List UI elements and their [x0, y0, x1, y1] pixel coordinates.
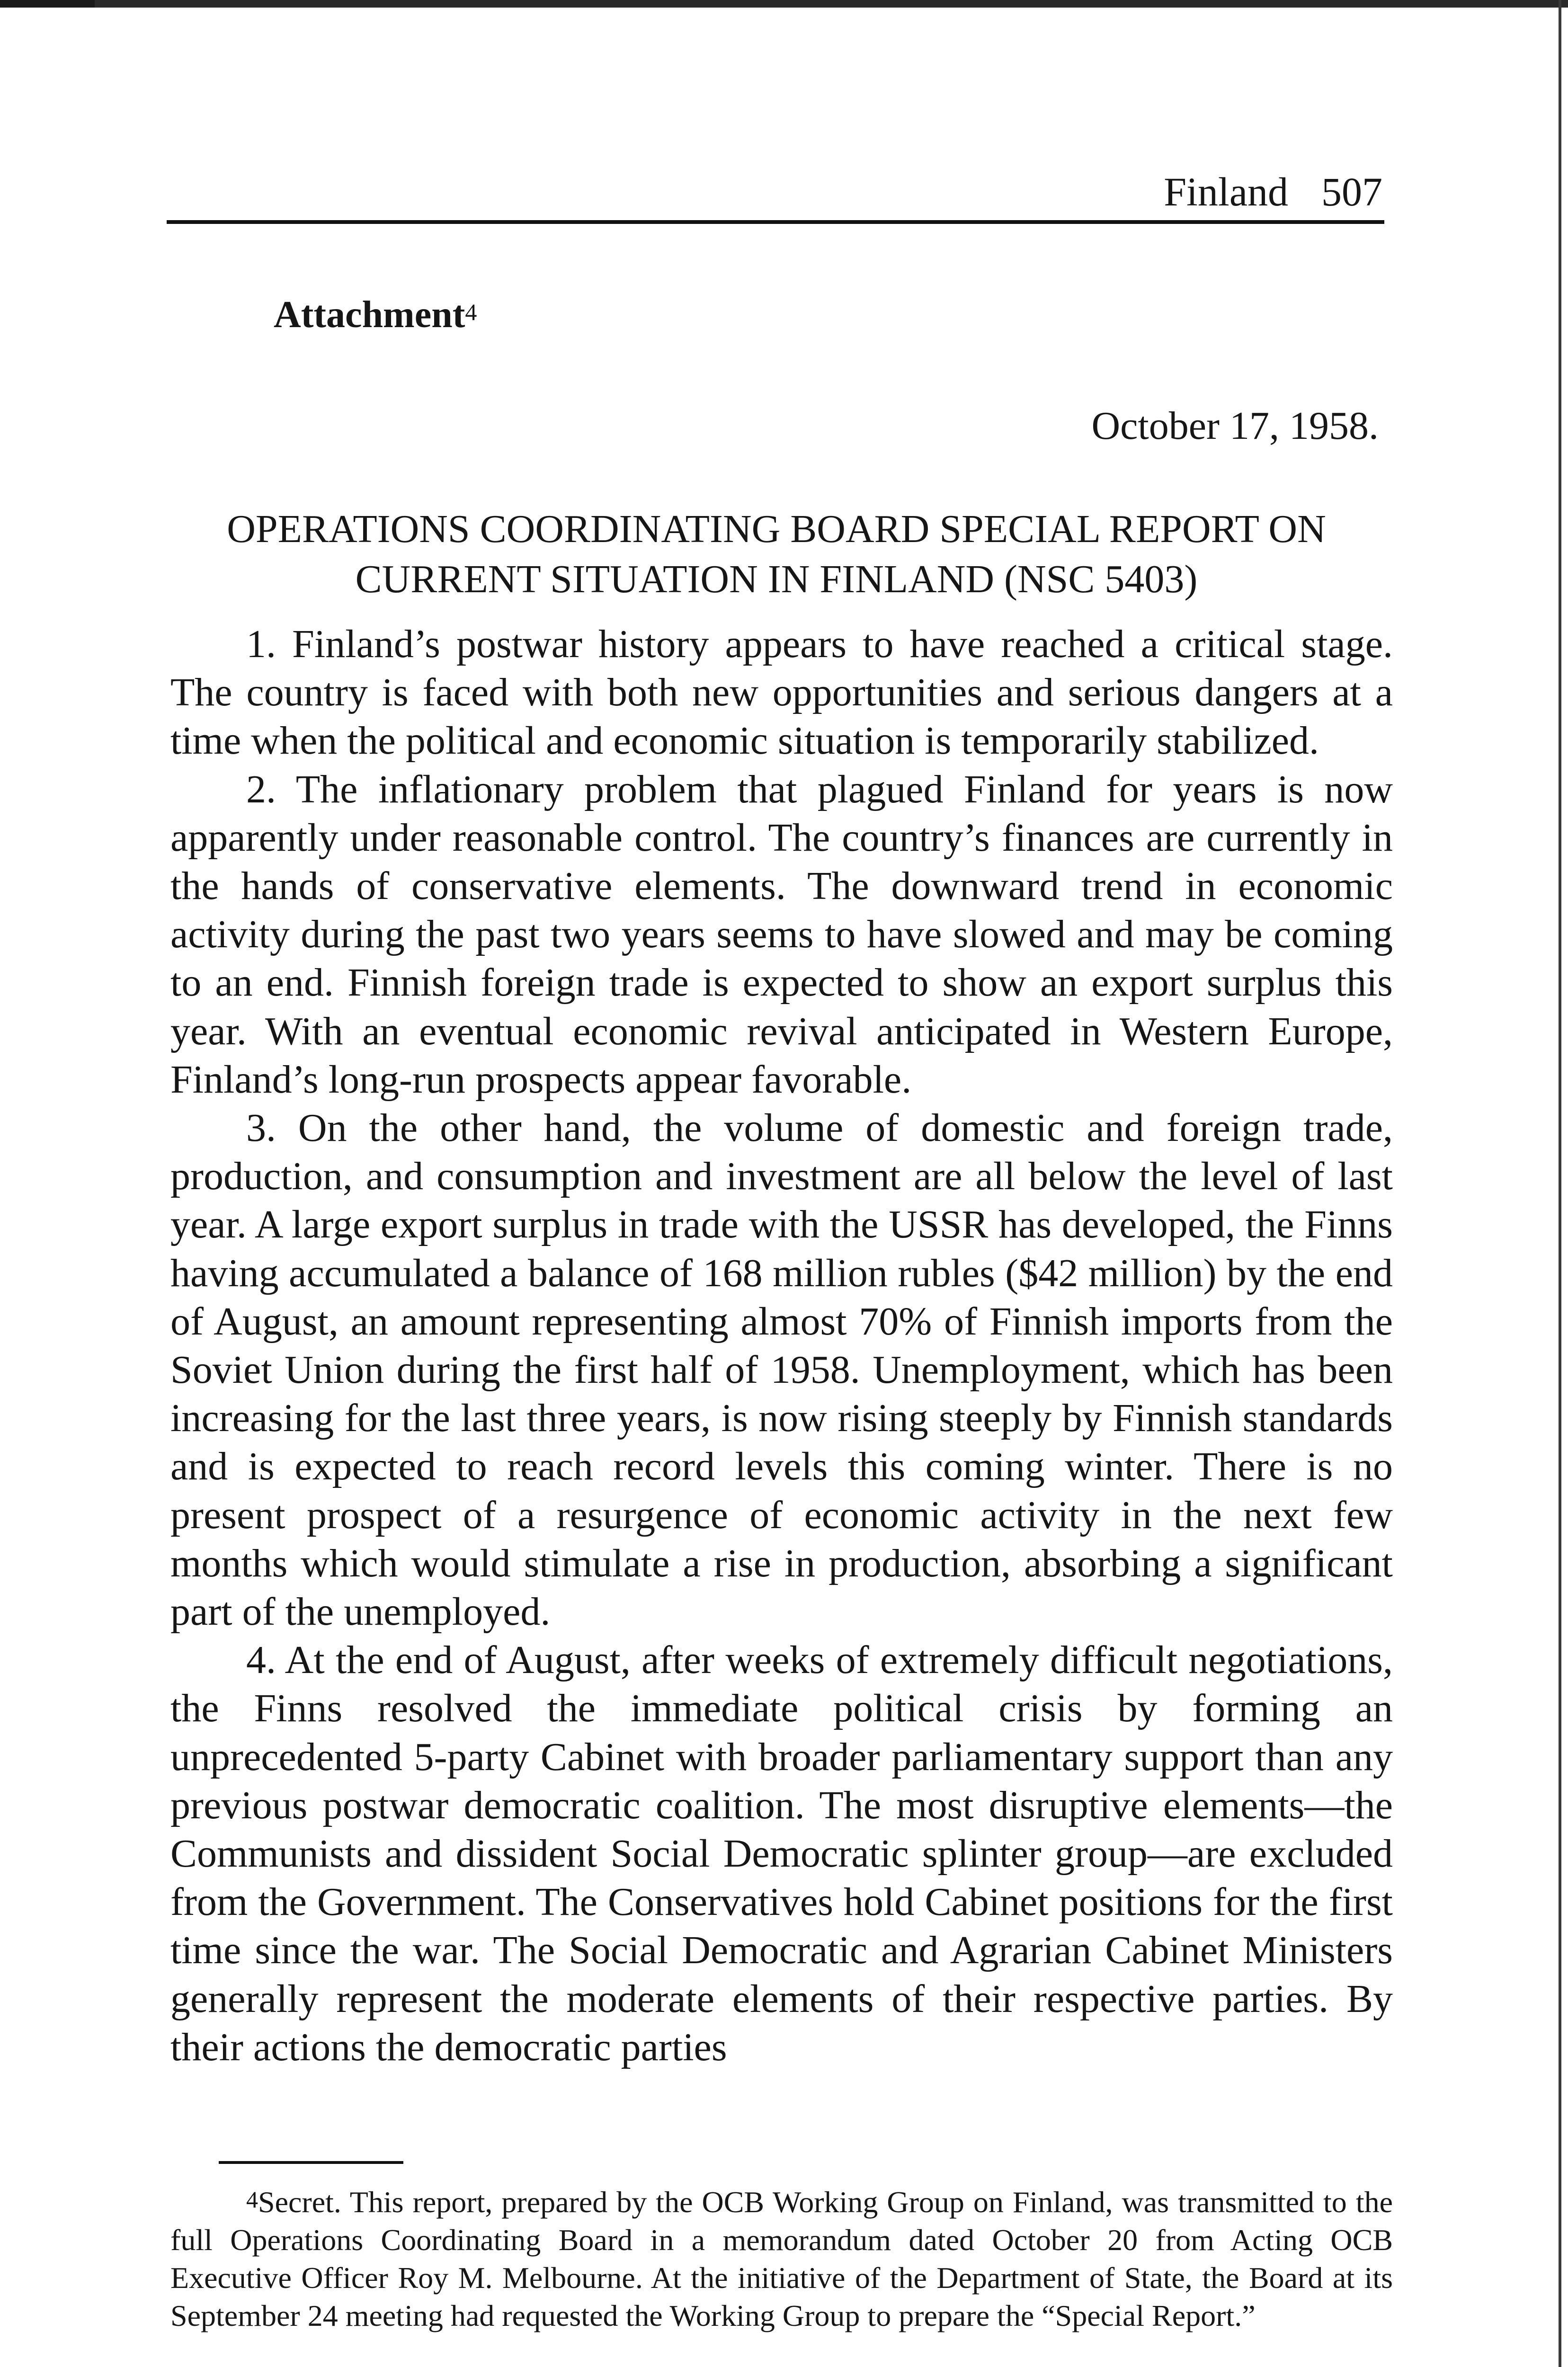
paragraph-4: 4. At the end of August, after weeks of extremely difficult negotiations, the Finns resolved the immediate political crisis by forming an unprecedented 5-party Cabinet with broader parliamentary support than any previous postwar democratic coalition. The most disruptive elements—the Communists and dissident Social Democratic splinter group—are excluded from the Government. The Conservatives hold Cabinet positions for the first time since the war. The Social Democratic and Agrarian Cabinet Ministers generally represent the moderate elements of their respective parties. By their actions the democratic parties: [170, 1638, 1393, 2069]
header-rule: [167, 220, 1384, 224]
attachment-label: Attachment: [274, 294, 465, 336]
report-title: [170, 504, 1382, 605]
paragraph-1: 1. Finland’s postwar history appears to have reached a critical stage. The country is faced with both new opportunities and serious dangers at a time when the political and economic situation is temporarily stabilized.: [170, 622, 1393, 763]
report-title-line-2: CURRENT SITUATION IN FINLAND (NSC 5403): [355, 557, 1198, 601]
footnote-rule: [219, 2161, 403, 2164]
document-date: October 17, 1958.: [1091, 404, 1379, 448]
paragraph-3: 3. On the other hand, the volume of domestic and foreign trade, production, and consumption and investment are all below the level of last year. A large export surplus in trade with the USSR has developed, the Finns having accumulated a balance of 168 million rubles ($42 million) by the end of August, an amount representing almost 70% of Finnish imports from the Soviet Union during the first half of 1958. Unemployment, which has been increasing for the last three years, is now rising steeply by Finnish standards and is expected to reach record levels this coming winter. There is no present prospect of a resurgence of economic activity in the next few months which would stimulate a rise in production, absorbing a significant part of the unemployed.: [170, 1106, 1393, 1634]
attachment-footnote-marker: 4: [465, 299, 477, 325]
body-text: [170, 620, 1393, 2072]
footnote-text: Secret. This report, prepared by the OCB Working Group on Finland, was transmitted to the full Operations Coordinating Board in a memorandum dated October 20 from Acting OCB Executive Officer Roy M. Melbourne. At the initiative of the Department of State, the Board at its September 24 meeting had requested the Working Group to prepare the “Special Report.”: [170, 2185, 1393, 2332]
scan-top-edge: [0, 0, 1568, 8]
scan-right-edge: [1559, 0, 1561, 2367]
page-number: 507: [1321, 169, 1382, 214]
running-title: Finland: [1164, 169, 1288, 214]
footnote-marker: 4: [246, 2186, 258, 2213]
attachment-heading: [274, 289, 477, 341]
paragraph-2: 2. The inflationary problem that plagued Finland for years is now apparently under reasonable control. The country’s finances are currently in the hands of conservative elements. The downward trend in economic activity during the past two years seems to have slowed and may be coming to an end. Finnish foreign trade is expected to show an export surplus this year. With an eventual economic revival anticipated in Western Europe, Finland’s long-run prospects appear favorable.: [170, 767, 1393, 1102]
footnote: [170, 2183, 1393, 2335]
running-head: [170, 166, 1382, 218]
report-title-line-1: OPERATIONS COORDINATING BOARD SPECIAL REPORT ON: [227, 507, 1326, 551]
